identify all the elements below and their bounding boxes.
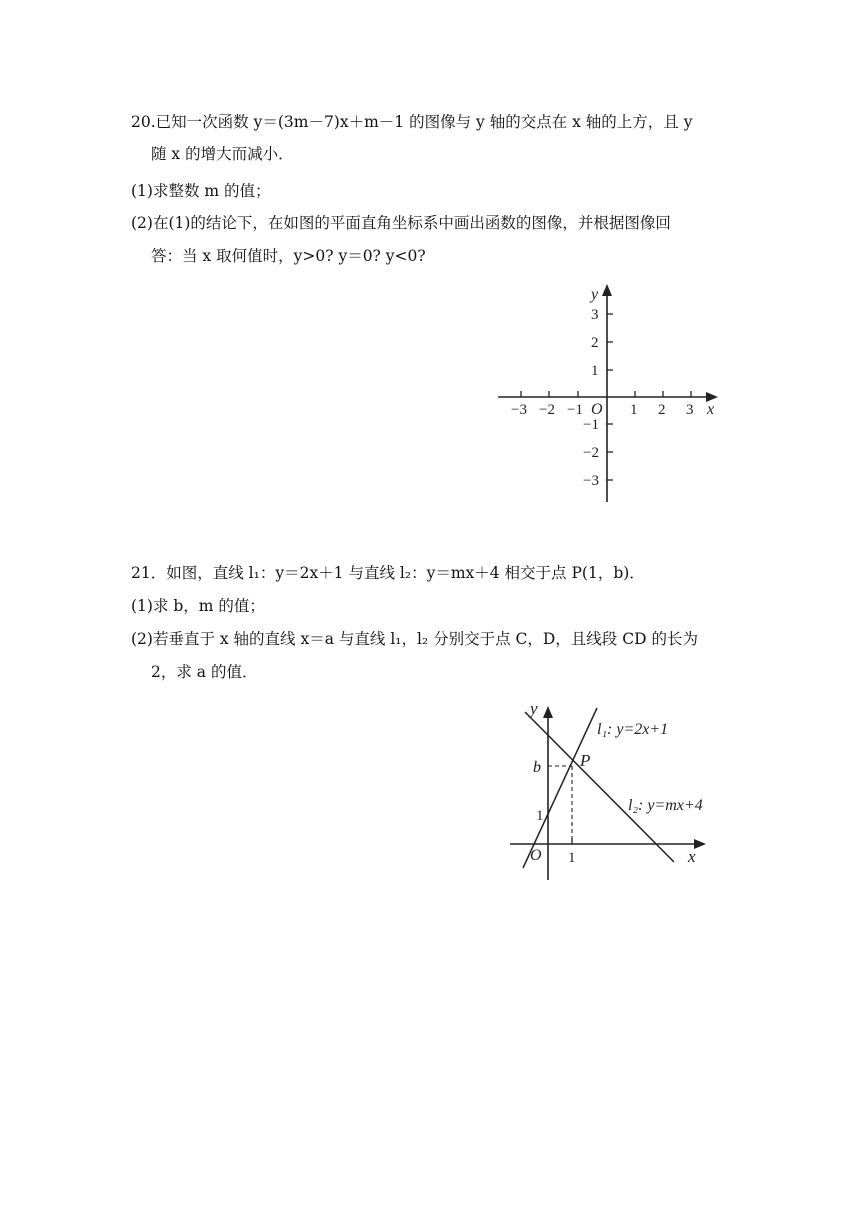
q20-x-tick-2: 2 (658, 402, 666, 418)
q21-label-P: P (580, 751, 591, 770)
q20-line1: 20.已知一次函数 y＝(3m－7)x＋m－1 的图像与 y 轴的交点在 x 轴的上方，且 y (131, 113, 693, 131)
q21-origin-label: O (530, 847, 542, 864)
q21-l2-label: l₂: y=mx+4 (628, 797, 703, 814)
q20-origin-label: O (591, 401, 603, 418)
q20-y-tick-2: 2 (591, 335, 599, 351)
q20-x-tick-neg3: −3 (511, 402, 527, 418)
q20-x-tick-neg1: −1 (567, 402, 583, 418)
q21-part2-line1: (2)若垂直于 x 轴的直线 x＝a 与直线 l₁，l₂ 分别交于点 C，D，且线段 CD 的长为 (131, 630, 698, 648)
q20-x-tick-3: 3 (686, 402, 694, 418)
q21-part2-line2: 2，求 a 的值． (151, 663, 258, 681)
q20-y-tick-3: 3 (591, 307, 599, 323)
q21-label-b: b (533, 759, 541, 776)
q21-y-axis-label: y (530, 699, 538, 718)
q21-figure (500, 690, 740, 890)
q20-y-axis-label: y (591, 286, 599, 303)
q21-label-x-1: 1 (568, 850, 576, 866)
q20-x-tick-neg2: −2 (539, 402, 555, 418)
q20-y-tick-neg1: −1 (583, 417, 599, 433)
q20-part2-line1: (2)在(1)的结论下，在如图的平面直角坐标系中画出函数的图像，并根据图像回 (131, 214, 671, 232)
q20-coordinate-graph (490, 280, 730, 508)
q20-x-axis-label: x (707, 401, 715, 418)
q20-y-tick-1: 1 (591, 363, 599, 379)
q21-l1-label: l₁: y=2x+1 (597, 721, 669, 738)
q20-part2-line2: 答：当 x 取何值时，y>0? y＝0? y<0? (151, 247, 426, 265)
q21-x-axis-label: x (688, 847, 696, 866)
q20-y-tick-neg2: −2 (583, 445, 599, 461)
q20-y-tick-neg3: −3 (583, 473, 599, 489)
q20-part1: (1)求整数 m 的值； (131, 182, 271, 200)
q21-label-y-1: 1 (536, 808, 544, 824)
q21-part1: (1)求 b，m 的值； (131, 597, 265, 615)
q20-line2: 随 x 的增大而减小． (151, 145, 294, 163)
q20-x-tick-1: 1 (630, 402, 638, 418)
q21-line1: 21．如图，直线 l₁：y＝2x＋1 与直线 l₂：y＝mx＋4 相交于点 P(1，b)． (131, 564, 645, 582)
